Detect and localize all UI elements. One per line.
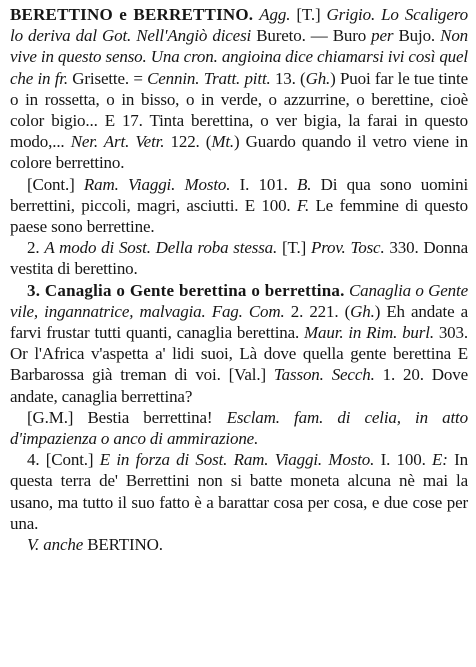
italic-run: Maur. in Rim. burl.	[304, 323, 434, 343]
italic-run: Canaglia o Gente vile, ingannatrice, malvagia. Fag. Com.	[10, 280, 468, 321]
entry-paragraph-definition	[10, 4, 468, 174]
italic-run: Agg.	[259, 5, 291, 24]
text-run: [G.M.] Bestia berrettina!	[27, 407, 227, 427]
italic-run: Grigio. Lo Scaligero lo deriva dal Got. Nell'Angiò dicesi	[10, 5, 468, 46]
italic-run: Gh.	[350, 301, 375, 321]
entry-paragraph-sense-3	[10, 280, 468, 407]
italic-run: Non vive in questo senso. Una cron. angioina dice chiamarsi ivi così quel che in fr.	[10, 26, 469, 88]
sub-headword: 3. Canaglia o Gente berettina o berrettina.	[27, 280, 345, 300]
text-run: Grisette. =	[67, 68, 148, 88]
text-run: In questa terra de' Berrettini non si batte moneta alcuna nè mai la usano, ma tutto il suo fatto è a barattar cosa per cosa, e due cose per una.	[10, 450, 469, 533]
text-run: 13. (	[270, 68, 306, 88]
italic-run: Ram. Viaggi. Mosto.	[83, 174, 231, 194]
entry-paragraph-sense-4	[10, 449, 468, 534]
text-run: Bureto. — Buro	[251, 26, 372, 46]
text-run: 303. Or l'Africa v'aspetta a' lidi suoi, Là dove quella gente berettina E Barbarossa già treman di voi. [Val.]	[10, 323, 468, 385]
text-run: Le femmine di questo paese sono berrettine.	[10, 195, 469, 237]
text-run: [T.]	[277, 238, 311, 258]
italic-run: V. anche	[27, 535, 84, 555]
italic-run: Prov. Tosc.	[310, 238, 385, 258]
italic-run: Tasson. Secch.	[273, 365, 375, 385]
entry-paragraph-see-also	[10, 534, 468, 555]
entry-paragraph-cont-ram-viaggi	[10, 174, 468, 238]
entry-paragraph-gm-bestia	[10, 407, 468, 449]
text-run: [Cont.]	[27, 174, 84, 194]
text-run: [T.]	[290, 5, 327, 24]
italic-run: per	[371, 26, 394, 46]
entry-paragraph-sense-2	[10, 237, 468, 279]
italic-run: E:	[432, 450, 448, 470]
italic-run: Esclam. fam. di celia, in atto d'impazienza o anco di ammirazione.	[10, 407, 468, 449]
text-run: ) Eh andate a farvi frustar tutti quanti, canaglia berettina.	[10, 301, 468, 343]
text-run: 4. [Cont.]	[27, 450, 100, 470]
text-run: I. 100.	[374, 450, 433, 470]
italic-run: B.	[296, 174, 312, 194]
text-run: 1. 20. Dove andate, canaglia berrettina?	[10, 365, 468, 406]
italic-run: Gh.	[305, 68, 331, 88]
text-run: ) Guardo quando il vetro viene in colore berrettino.	[10, 132, 469, 173]
text-run: Bujo.	[393, 26, 441, 46]
text-run: 122. (	[164, 132, 212, 152]
dictionary-entry-berettino	[10, 4, 468, 555]
text-run: Di qua sono uomini berrettini, piccoli, magri, asciutti. E 100.	[10, 174, 469, 215]
entry-headword: BERETTINO e BERRETTINO.	[10, 5, 254, 24]
text-run: I. 101.	[230, 174, 297, 194]
text-run: 2.	[27, 238, 45, 258]
italic-run: Ner. Art. Vetr.	[70, 132, 165, 152]
text-run: 2. 221. (	[284, 301, 351, 321]
italic-run: A modo di Sost. Della roba stessa.	[44, 238, 278, 258]
italic-run: F.	[296, 195, 310, 215]
text-run: BERTINO.	[83, 535, 163, 555]
text-run: ) Puoi far le tue tinte o in rossetta, o in bisso, o in verde, o azzurrine, o berettine, cioè color bigio... E 17. Tinta berettina, o ver bigia, la farai in questo modo,...	[10, 68, 469, 152]
text-run: 330. Donna vestita di berettino.	[10, 238, 469, 279]
italic-run: Mt.	[211, 132, 235, 152]
italic-run: E in forza di Sost. Ram. Viaggi. Mosto.	[99, 450, 375, 470]
italic-run: Cennin. Tratt. pitt.	[147, 68, 271, 88]
